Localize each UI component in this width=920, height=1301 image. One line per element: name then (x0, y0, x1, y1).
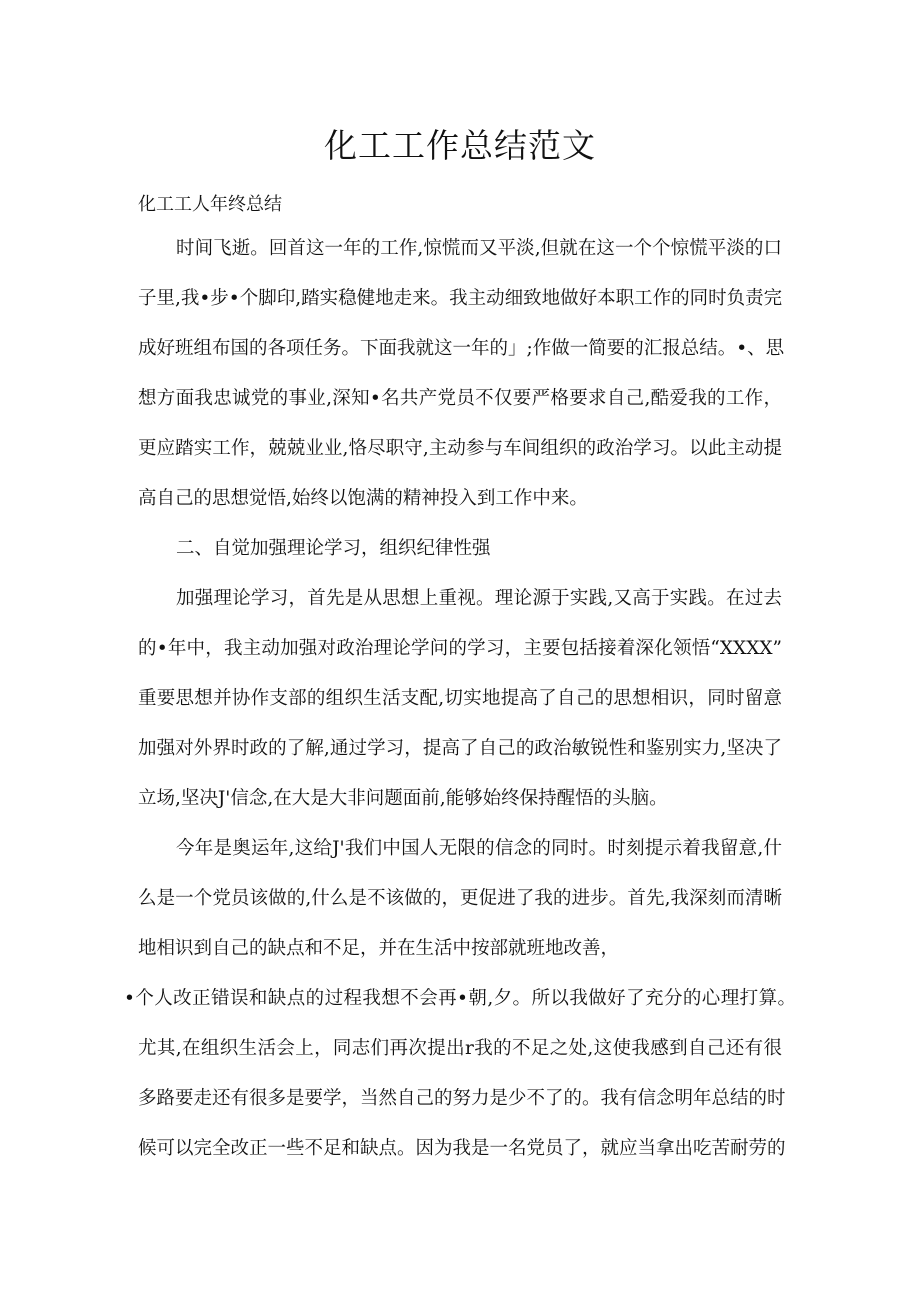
paragraph-line: 子里,我•步•个脚印,踏实稳健地走来。我主动细致地做好本职工作的同时负责完 (138, 288, 783, 309)
paragraph-line: 尤其,在组织生活会上，同志们再次提出r我的不足之处,这使我感到自己还有很 (138, 1038, 782, 1059)
document-title: 化工工作总结范文 (324, 126, 596, 165)
paragraph-line: 立场,坚决J'信念,在大是大非问题面前,能够始终保持醒悟的头脑。 (138, 788, 668, 809)
document-subtitle: 化工工人年终总结 (138, 194, 282, 215)
paragraph-line: 多路要走还有很多是要学，当然自己的努力是少不了的。我有信念明年总结的时 (138, 1088, 786, 1109)
paragraph-line: 候可以完全改正一些不足和缺点。因为我是一名党员了，就应当拿出吃苦耐劳的 (138, 1138, 786, 1159)
paragraph-line: 加强对外界时政的了解,通过学习，提高了自己的政治敏锐性和鉴别实力,坚决了 (138, 738, 782, 759)
paragraph-line: 今年是奥运年,这给J'我们中国人无限的信念的同时。时刻提示着我留意,什 (176, 838, 782, 859)
paragraph-line: 地相识到自己的缺点和不足，并在生活中按部就班地改善， (138, 938, 620, 959)
paragraph-line: 么是一个党员该做的,什么是不该做的，更促进了我的进步。首先,我深刻而清晰 (138, 888, 782, 909)
paragraph-line: 重要思想并协作支部的组织生活支配,切实地提高了自己的思想相识，同时留意 (138, 688, 782, 709)
paragraph-line: 更应踏实工作，兢兢业业,恪尽职守,主动参与车间组织的政治学习。以此主动提 (138, 438, 782, 459)
paragraph-line: •个人改正错误和缺点的过程我想不会再•朝,夕。所以我做好了充分的心理打算。 (124, 988, 796, 1009)
paragraph-line: 加强理论学习，首先是从思想上重视。理论源于实践,又高于实践。在过去 (176, 588, 782, 609)
paragraph-line: 时间飞逝。回首这一年的工作,惊慌而又平淡,但就在这一个个惊慌平淡的口 (176, 238, 782, 259)
paragraph-line: 想方面我忠诚党的事业,深知•名共产党员不仅要严格要求自己,酷爱我的工作， (138, 388, 782, 409)
paragraph-line: 高自己的思想觉悟,始终以饱满的精神投入到工作中来。 (138, 488, 588, 509)
paragraph-line: 的•年中，我主动加强对政治理论学问的学习，主要包括接着深化领悟“XXXX” (138, 638, 782, 659)
paragraph-line: 成好班组布国的各项任务。下面我就这一年的」;作做一简要的汇报总结。•、思 (138, 338, 785, 359)
section-heading: 二、自觉加强理论学习，组织纪律性强 (176, 538, 491, 559)
